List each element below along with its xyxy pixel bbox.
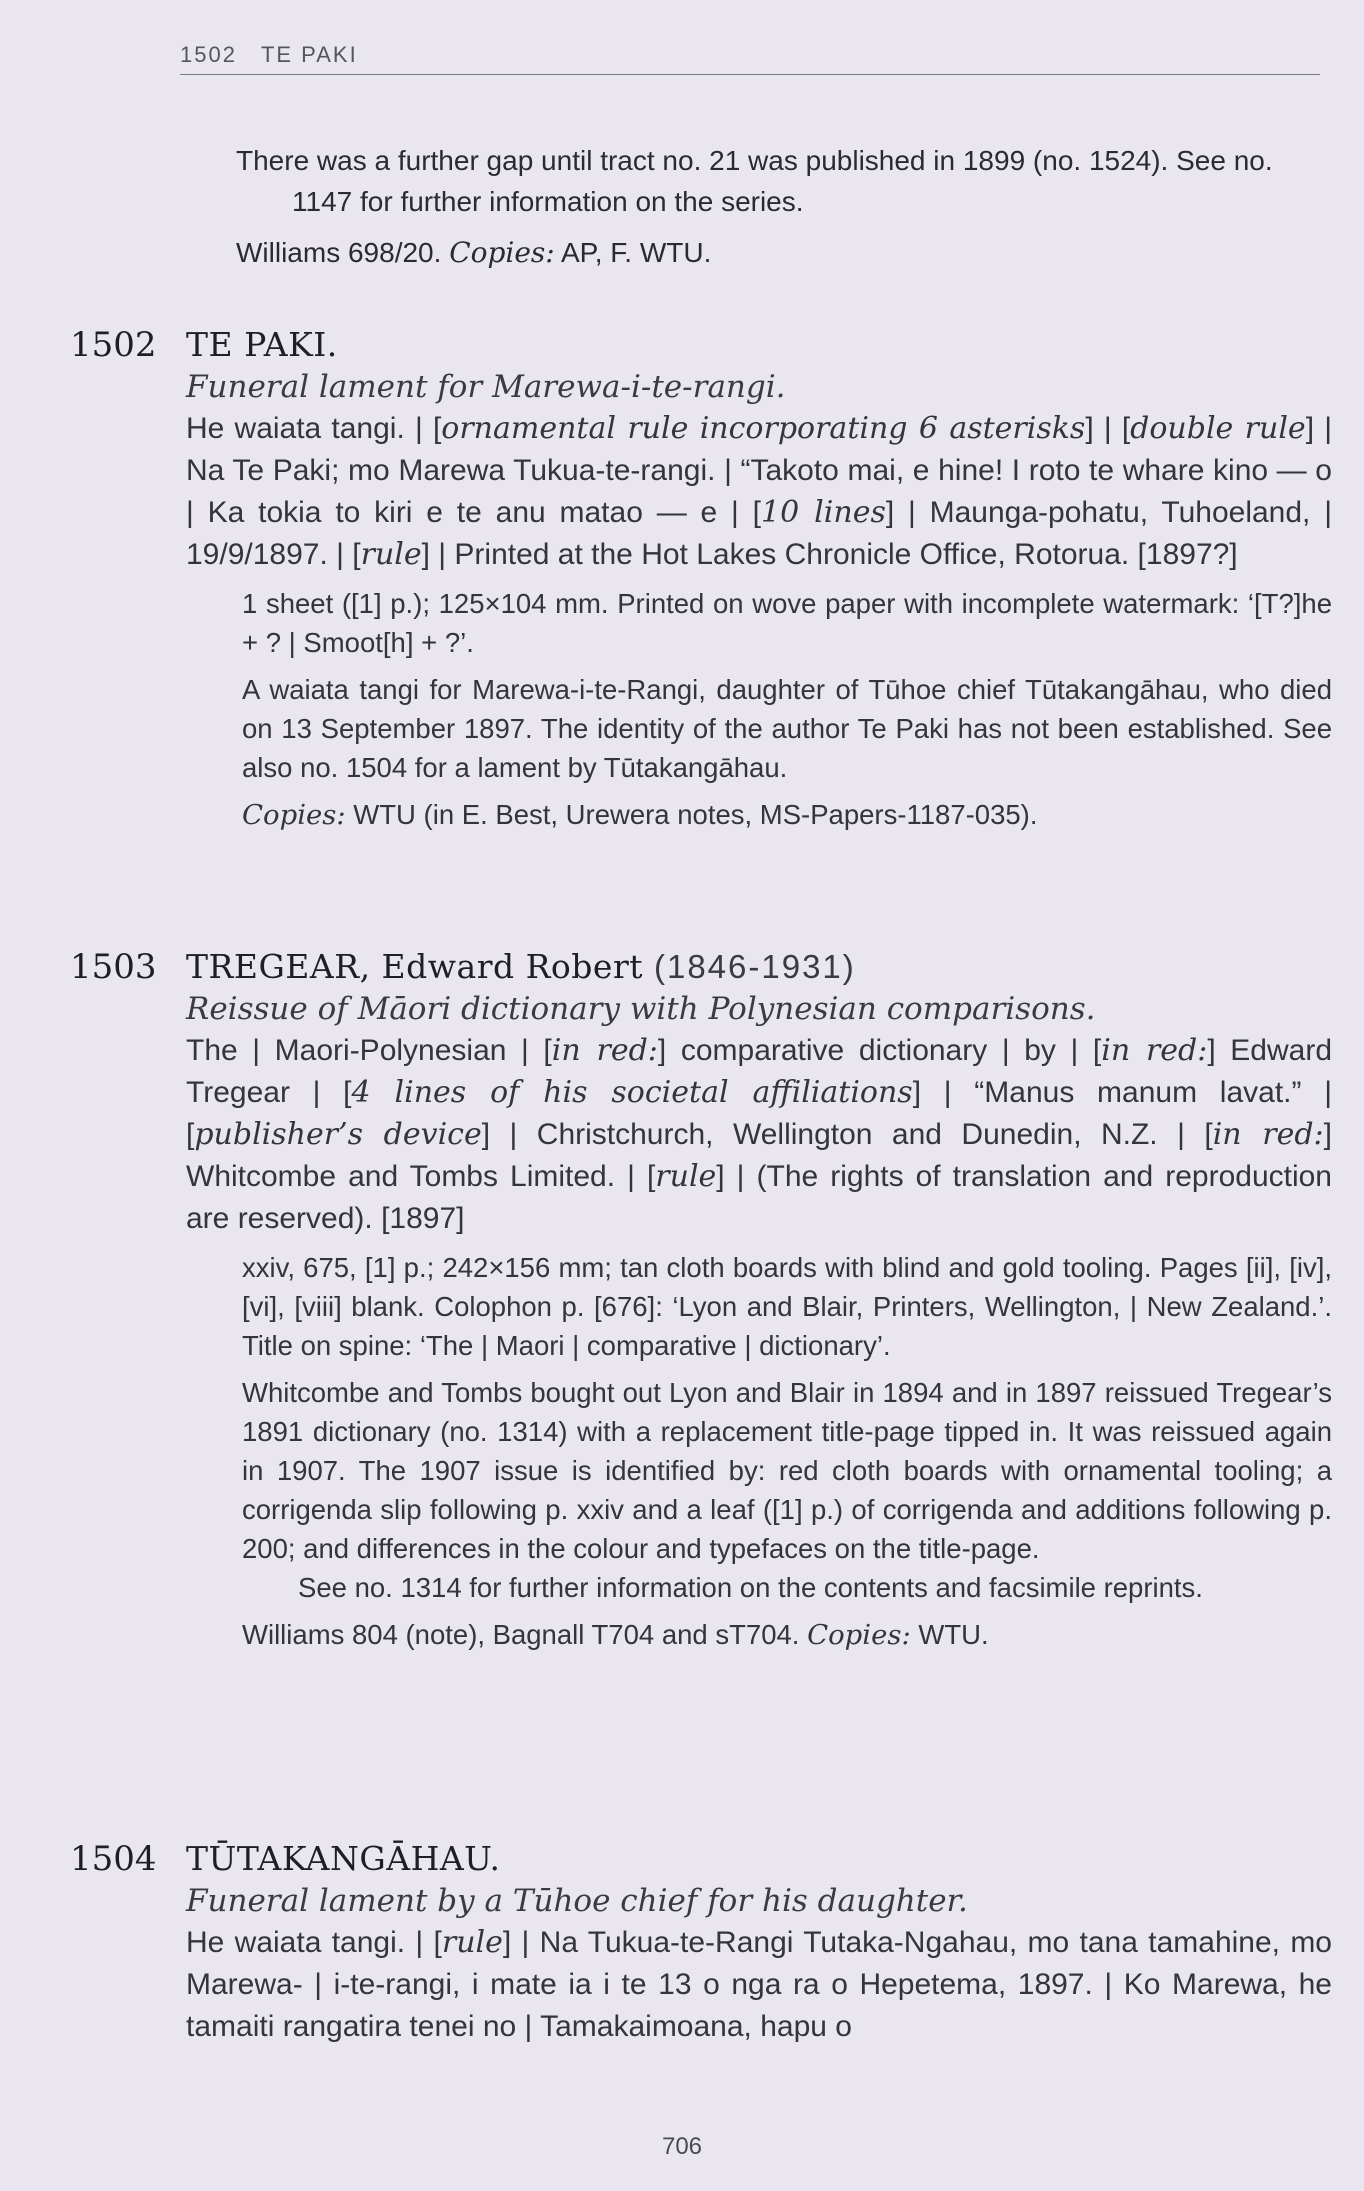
entry-1504: [70, 1838, 1332, 2048]
entry-subtitle: Funeral lament for Marewa-i-te-rangi.: [186, 369, 786, 405]
physical-description: 1 sheet ([1] p.); 125×104 mm. Printed on wove paper with incomplete watermark: ‘[T?]he + ? | Smoot[h] + ?’.: [242, 588, 1332, 658]
annotation: A waiata tangi for Marewa-i-te-Rangi, daughter of Tūhoe chief Tūtakangāhau, who died on 13 September 1897. The identity of the author Te Paki has not been established. See also no. 1504 for a lament by Tūtakangāhau.: [242, 674, 1332, 783]
entry-heading: TE PAKI.: [186, 325, 338, 364]
running-head-number: 1502: [180, 42, 237, 67]
entry-1502: [70, 324, 1332, 843]
continued-references: Williams 698/20. Copies: AP, F. WTU.: [236, 236, 712, 269]
title-transcription: The | Maori-Polynesian | [in red:] comparative dictionary | by | [in red:] Edward Tregear | [4 lines of his societal affiliations] | “Manus manum lavat.” | [publisher’s device] | Christchurch, Wellington and Dunedin, N.Z. | [in red:] Whitcombe and Tombs Limited. | [rule] | (The rights of translation and reproduction are reserved). [1897]: [186, 1033, 1333, 1235]
annotation: Whitcombe and Tombs bought out Lyon and Blair in 1894 and in 1897 reissued Tregear’s 1891 dictionary (no. 1314) with a replacement title-page tipped in. It was reissued again in 1907. The 1907 issue is identified by: red cloth boards with ornamental tooling; a corrigenda slip following p. xxiv and a leaf ([1] p.) of corrigenda and additions following p. 200; and differences in the colour and typefaces on the title-page.: [242, 1377, 1332, 1564]
entry-heading: TREGEAR, Edward Robert (1846-1931): [186, 947, 856, 986]
copies-line: Williams 804 (note), Bagnall T704 and sT704. Copies: WTU.: [242, 1619, 989, 1651]
continued-entry: [236, 140, 1326, 283]
copies-label: Copies:: [242, 799, 346, 831]
copies-label: Copies:: [449, 236, 555, 269]
running-head: [180, 42, 1320, 75]
physical-description: xxiv, 675, [1] p.; 242×156 mm; tan cloth boards with blind and gold tooling. Pages [ii], [iv], [vi], [viii] blank. Colophon p. [676]: ‘Lyon and Blair, Printers, Wellington, | New Zealand.’. Title on spine: ‘The | Maori | comparative | dictionary’.: [242, 1252, 1332, 1361]
running-head-title: TE PAKI: [260, 42, 358, 67]
entry-number: 1502: [70, 325, 157, 365]
copies-line: Copies: WTU (in E. Best, Urewera notes, MS-Papers-1187-035).: [242, 799, 1038, 831]
entry-subtitle: Funeral lament by a Tūhoe chief for his daughter.: [186, 1883, 968, 1919]
continued-note: There was a further gap until tract no. 21 was published in 1899 (no. 1524). See no. 1147 for further information on the series.: [236, 145, 1273, 217]
entry-notes: [242, 584, 1332, 835]
title-transcription: He waiata tangi. | [ornamental rule incorporating 6 asterisks] | [double rule] | Na Te Paki; mo Marewa Tukua-te-rangi. | “Takoto mai, e hine! I roto te whare kino — o | Ka tokia to kiri e te anu matao — e | [10 lines] | Maunga-pohatu, Tuhoeland, | 19/9/1897. | [rule] | Printed at the Hot Lakes Chronicle Office, Rotorua. [1897?]: [186, 411, 1332, 572]
entry-notes: [242, 1248, 1332, 1655]
copies-label: Copies:: [807, 1619, 911, 1651]
entry-number: 1504: [70, 1839, 157, 1879]
annotation-continued: See no. 1314 for further information on the contents and facsimile reprints.: [298, 1572, 1203, 1603]
entry-subtitle: Reissue of Māori dictionary with Polynesian comparisons.: [186, 991, 1096, 1027]
entry-dates: (1846-1931): [653, 948, 856, 985]
entry-1503: [70, 946, 1332, 1663]
page-number: 706: [661, 2133, 703, 2160]
entry-number: 1503: [70, 947, 157, 987]
title-transcription: He waiata tangi. | [rule] | Na Tukua-te-Rangi Tutaka-Ngahau, mo tana tamahine, mo Marewa- | i-te-rangi, i mate ia i te 13 o nga ra o Hepetema, 1897. | Ko Marewa, he tamaiti rangatira tenei no | Tamakaimoana, hapu o: [186, 1925, 1332, 2043]
entry-heading: TŪTAKANGĀHAU.: [186, 1839, 501, 1878]
